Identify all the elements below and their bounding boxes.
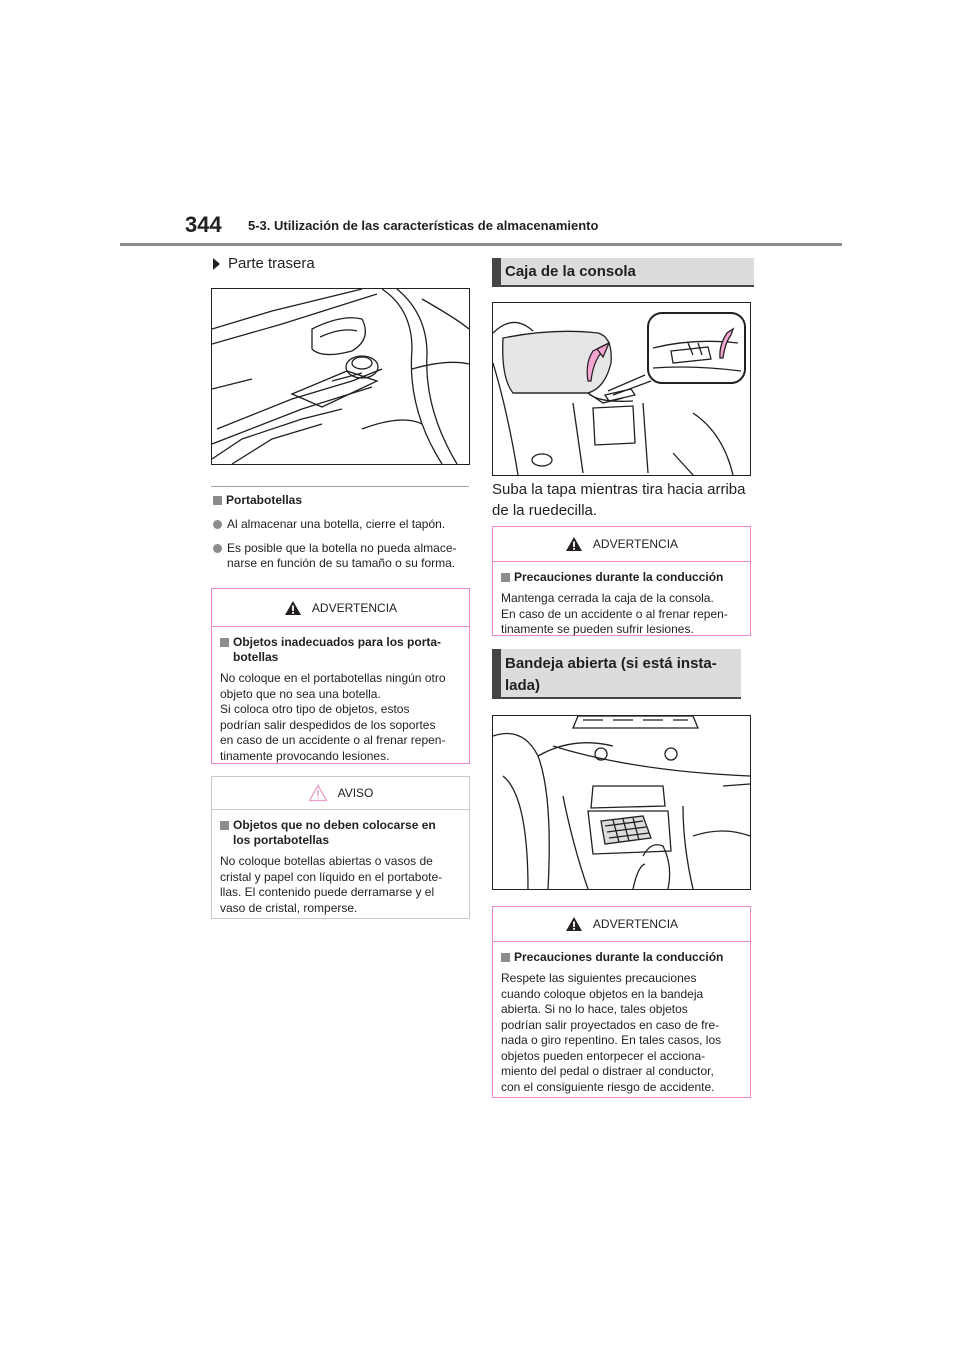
- warning-label: ADVERTENCIA: [592, 917, 679, 931]
- warning-box-open-tray: [492, 906, 751, 1098]
- warning-subheading: [220, 635, 459, 665]
- warning-subheading: [501, 950, 740, 965]
- warning-line: Si coloca otro tipo de objetos, estos: [220, 702, 410, 716]
- circle-bullet-icon: [213, 544, 222, 553]
- warning-triangle-filled-icon: [565, 916, 583, 932]
- warning-subheading-line: Objetos inadecuados para los porta-: [233, 635, 442, 649]
- warning-label: ADVERTENCIA: [311, 600, 398, 615]
- warning-text: [501, 971, 740, 1095]
- bullet-item-2: [213, 541, 471, 571]
- warning-box-bottles: [211, 588, 470, 764]
- heading-console-box: [492, 258, 754, 287]
- triangle-bullet-icon: [213, 258, 220, 270]
- warning-text: [220, 671, 459, 764]
- warning-body: [212, 627, 469, 772]
- warning-subheading-text: Precauciones durante la conducción: [514, 950, 724, 964]
- notice-label: AVISO: [337, 786, 374, 800]
- warning-triangle-filled-icon: [284, 600, 302, 616]
- warning-line: podrían salir proyectados en caso de fre-: [501, 1017, 720, 1032]
- rear-door-bottle-holder-illustration: [211, 288, 470, 465]
- open-tray-illustration: [492, 715, 751, 890]
- warning-line: Respete las siguientes precauciones: [501, 971, 697, 985]
- notice-subheading: [220, 818, 459, 848]
- warning-line: cuando coloque objetos en la bandeja: [501, 986, 704, 1001]
- square-bullet-icon: [220, 821, 229, 830]
- warning-subheading: [501, 570, 740, 585]
- warning-line: objeto que no sea una botella.: [220, 686, 381, 701]
- section-divider: [211, 486, 469, 487]
- subheading-rear: [213, 255, 315, 272]
- heading-open-tray: [492, 649, 741, 699]
- warning-line: tinamente se pueden sufrir lesiones.: [501, 622, 694, 636]
- warning-header: [212, 589, 469, 627]
- page-number: 344: [185, 212, 222, 237]
- warning-line: nada o giro repentino. En tales casos, los: [501, 1033, 722, 1047]
- warning-line: miento del pedal o distraer al conductor,: [501, 1064, 714, 1078]
- warning-text: [501, 591, 740, 638]
- console-caption: [492, 479, 754, 521]
- heading-console-box-text: Caja de la consola: [505, 263, 636, 280]
- heading-open-tray-line: lada): [505, 677, 541, 694]
- note-heading: [213, 493, 468, 508]
- warning-triangle-filled-icon: [565, 536, 583, 552]
- notice-subheading-line: Objetos que no deben colocarse en: [233, 818, 436, 832]
- note-title: Portabotellas: [226, 493, 303, 507]
- warning-triangle-outline-icon: [308, 784, 328, 802]
- notice-line: cristal y papel con líquido en el portabote-: [220, 869, 443, 884]
- notice-box-bottles: [211, 776, 470, 919]
- warning-body: [493, 942, 750, 1103]
- warning-box-console: [492, 526, 751, 636]
- circle-bullet-icon: [213, 520, 222, 529]
- subheading-label: Parte trasera: [228, 255, 315, 272]
- bullet-text-2a: Es posible que la botella no pueda almace-: [227, 541, 457, 555]
- notice-line: llas. El contenido puede derramarse y el: [220, 885, 435, 899]
- warning-line: En caso de un accidente o al frenar repen-: [501, 606, 728, 621]
- console-box-illustration: [492, 302, 751, 476]
- square-bullet-icon: [213, 496, 222, 505]
- warning-line: con el consiguiente riesgo de accidente.: [501, 1079, 715, 1094]
- notice-body: [212, 810, 469, 924]
- console-box-drawing: [493, 303, 750, 475]
- square-bullet-icon: [501, 573, 510, 582]
- warning-header: [493, 907, 750, 942]
- warning-line: Mantenga cerrada la caja de la consola.: [501, 591, 714, 605]
- warning-line: objetos pueden entorpecer el acciona-: [501, 1048, 706, 1063]
- warning-line: podrían salir despedidos de los soportes: [220, 717, 436, 732]
- warning-line: en caso de un accidente o al frenar repen-: [220, 733, 446, 747]
- notice-text: [220, 854, 459, 916]
- header-divider: [120, 243, 842, 246]
- warning-label: ADVERTENCIA: [592, 537, 679, 551]
- warning-header: [493, 527, 750, 562]
- warning-body: [493, 562, 750, 646]
- bullet-text-2b: narse en función de su tamaño o su forma.: [227, 556, 456, 570]
- square-bullet-icon: [220, 638, 229, 647]
- section-title: 5-3. Utilización de las características de almacenamiento: [248, 218, 599, 233]
- warning-line: tinamente provocando lesiones.: [220, 748, 390, 763]
- caption-line: de la ruedecilla.: [492, 502, 598, 519]
- notice-header: [212, 777, 469, 810]
- warning-subheading-text: Precauciones durante la conducción: [514, 570, 724, 584]
- caption-line: Suba la tapa mientras tira hacia arriba: [492, 481, 746, 498]
- warning-line: abierta. Si no lo hace, tales objetos: [501, 1002, 688, 1016]
- warning-line: No coloque en el portabotellas ningún otro: [220, 671, 446, 685]
- warning-subheading-line: botellas: [233, 650, 279, 664]
- notice-subheading-line: los portabotellas: [233, 833, 330, 847]
- square-bullet-icon: [501, 953, 510, 962]
- notice-line: vaso de cristal, romperse.: [220, 900, 358, 915]
- bullet-text-1: Al almacenar una botella, cierre el tapón.: [227, 517, 446, 531]
- open-tray-drawing: [493, 716, 750, 889]
- notice-line: No coloque botellas abiertas o vasos de: [220, 854, 433, 868]
- heading-open-tray-line: Bandeja abierta (si está insta-: [505, 655, 717, 672]
- rear-door-drawing: [212, 289, 469, 464]
- bullet-item-1: [213, 517, 471, 532]
